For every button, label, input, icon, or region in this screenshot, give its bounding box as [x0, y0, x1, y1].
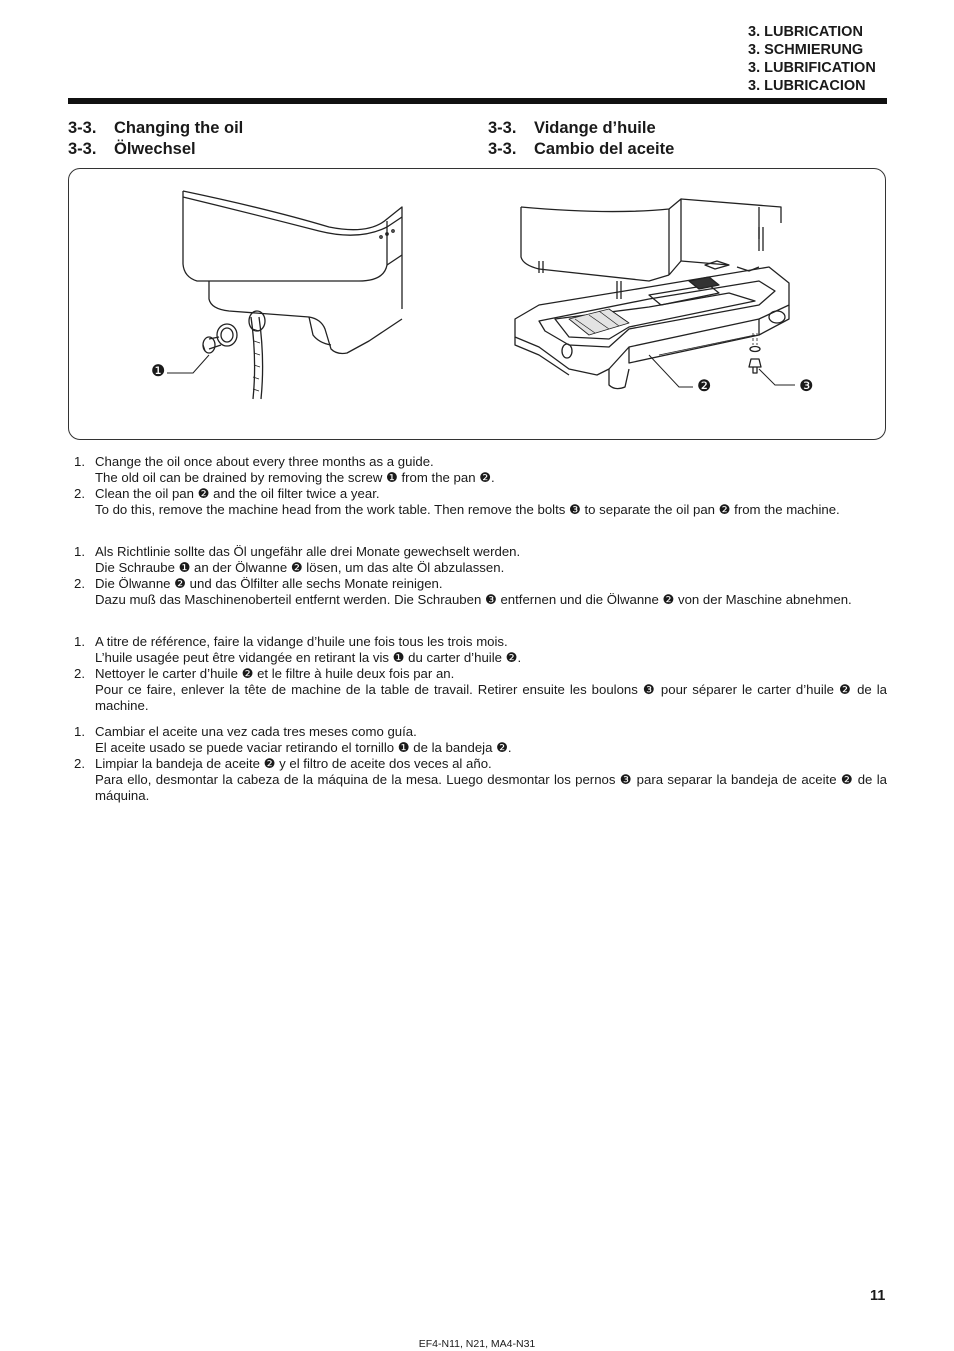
- callout-3-label: ❸: [799, 378, 814, 395]
- item-text: Dazu muß das Maschinenoberteil entfernt werden. Die Schrauben ❸ entfernen und die Ölwanne ❷ von der Maschine abnehmen.: [95, 592, 852, 607]
- instructions-en: [74, 454, 887, 518]
- machine-bed-drawing: [167, 191, 402, 399]
- instructions-fr: [74, 634, 887, 714]
- instructions-es: [74, 724, 887, 804]
- section-title-fr: [488, 118, 656, 139]
- list-item: [74, 666, 887, 714]
- instructions-de: [74, 544, 887, 608]
- item-text: To do this, remove the machine head from the work table. Then remove the bolts ❸ to separate the oil pan ❷ from the machine.: [95, 502, 840, 517]
- item-text: Clean the oil pan ❷ and the oil filter twice a year.: [95, 486, 380, 501]
- item-text: El aceite usado se puede vaciar retirando el tornillo ❶ de la bandeja ❷.: [95, 740, 512, 755]
- page-number: 11: [870, 1288, 886, 1304]
- list-item: [74, 454, 887, 486]
- item-text: Change the oil once about every three months as a guide.: [95, 454, 434, 469]
- list-item: [74, 544, 887, 576]
- chapter-title-fr: 3. LUBRIFICATION: [748, 60, 876, 76]
- section-title-text: Vidange d’huile: [534, 119, 656, 137]
- section-number: 3-3.: [68, 119, 97, 137]
- list-item: [74, 724, 887, 756]
- item-text: Als Richtlinie sollte das Öl ungefähr alle drei Monate gewechselt werden.: [95, 544, 521, 559]
- list-item: [74, 486, 887, 518]
- section-title-de: [68, 139, 196, 160]
- chapter-title-de: 3. SCHMIERUNG: [748, 42, 864, 58]
- item-text: Limpiar la bandeja de aceite ❷ y el filtro de aceite dos veces al año.: [95, 756, 492, 771]
- chapter-title-en: 3. LUBRICATION: [748, 24, 863, 40]
- item-text: Cambiar el aceite una vez cada tres meses como guía.: [95, 724, 417, 739]
- section-title-en: [68, 118, 243, 139]
- item-text: Pour ce faire, enlever la tête de machine de la table de travail. Retirer ensuite les boulons ❸ pour séparer le carter d’huile ❷ de la machine.: [95, 682, 887, 713]
- item-text: A titre de référence, faire la vidange d’huile une fois tous les trois mois.: [95, 634, 508, 649]
- list-item: [74, 634, 887, 666]
- item-number: 2.: [74, 486, 85, 501]
- item-number: 1.: [74, 544, 85, 559]
- item-text: Die Schraube ❶ an der Ölwanne ❷ lösen, um das alte Öl abzulassen.: [95, 560, 505, 575]
- oil-pan-drawing: [515, 199, 795, 389]
- chapter-header: [748, 23, 876, 95]
- section-title-es: [488, 139, 674, 160]
- item-number: 1.: [74, 634, 85, 649]
- callout-1-label: ❶: [151, 363, 166, 380]
- item-number: 2.: [74, 576, 85, 591]
- item-text: The old oil can be drained by removing the screw ❶ from the pan ❷.: [95, 470, 495, 485]
- item-number: 1.: [74, 724, 85, 739]
- section-title-text: Ölwechsel: [114, 140, 196, 158]
- section-title-text: Changing the oil: [114, 119, 244, 137]
- item-text: Nettoyer le carter d’huile ❷ et le filtre à huile deux fois par an.: [95, 666, 455, 681]
- callout-2-label: ❷: [697, 378, 712, 395]
- section-number: 3-3.: [488, 119, 517, 137]
- section-number: 3-3.: [488, 140, 517, 158]
- item-number: 2.: [74, 666, 85, 681]
- model-footer: EF4-N11, N21, MA4-N31: [418, 1338, 536, 1350]
- section-number: 3-3.: [68, 140, 97, 158]
- header-rule: [68, 98, 887, 104]
- section-title-text: Cambio del aceite: [534, 140, 675, 158]
- illustration-box: [68, 168, 886, 440]
- chapter-title-es: 3. LUBRICACION: [748, 78, 866, 94]
- item-number: 2.: [74, 756, 85, 771]
- list-item: [74, 756, 887, 804]
- item-number: 1.: [74, 454, 85, 469]
- item-text: Die Ölwanne ❷ und das Ölfilter alle sechs Monate reinigen.: [95, 576, 443, 591]
- oil-change-illustration: [69, 169, 887, 441]
- item-text: L’huile usagée peut être vidangée en retirant la vis ❶ du carter d’huile ❷.: [95, 650, 522, 665]
- list-item: [74, 576, 887, 608]
- item-text: Para ello, desmontar la cabeza de la máquina de la mesa. Luego desmontar los pernos ❸ para separar la bandeja de aceite ❷ de la máquina.: [95, 772, 887, 803]
